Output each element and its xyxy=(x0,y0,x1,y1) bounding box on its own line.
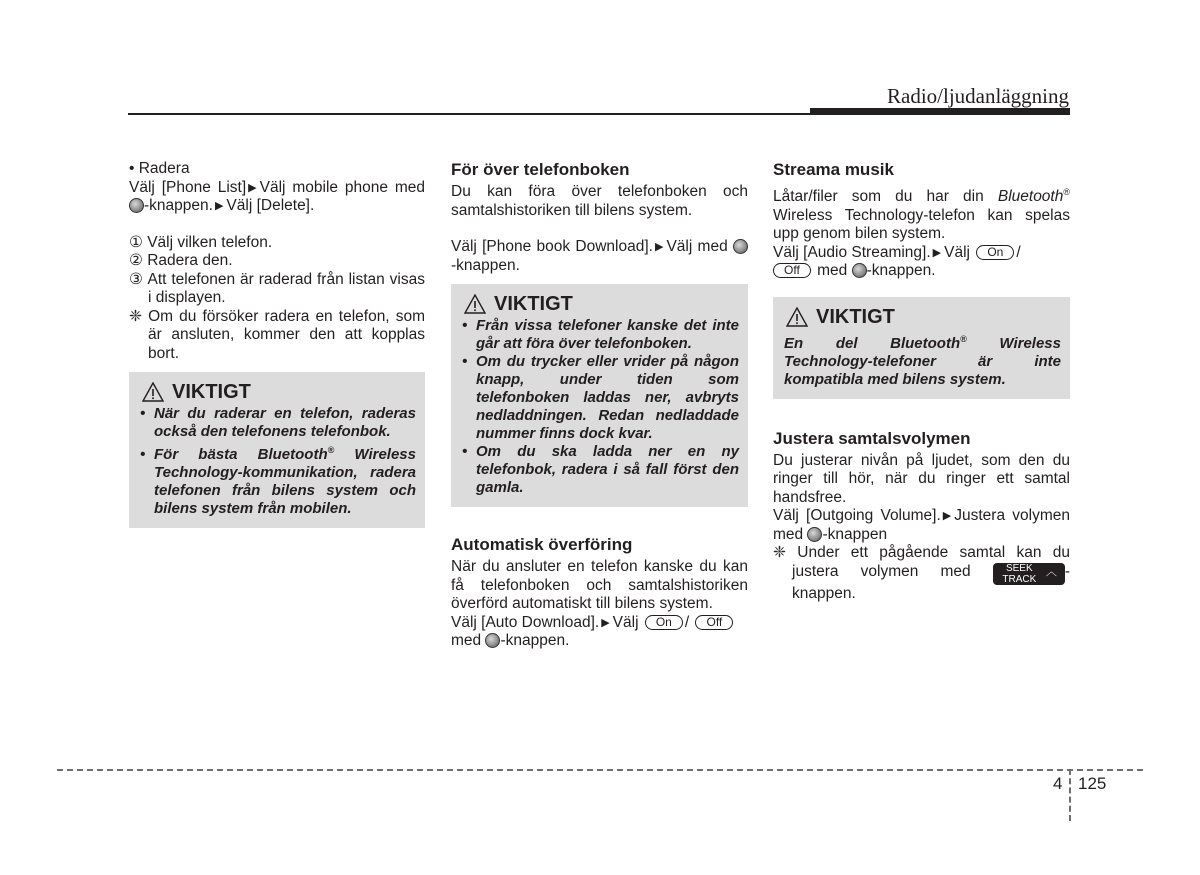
note-seek-track xyxy=(773,544,1070,603)
paragraph-phonebook: Du kan föra över telefonboken och samtalshistoriken till bilens system. xyxy=(451,183,748,219)
step-2: ② Radera den. xyxy=(129,252,233,269)
step-3: ③ Att telefonen är raderad från listan visas i displayen. xyxy=(129,270,425,306)
instruction-text: Välj [Auto Download]. xyxy=(451,613,600,631)
paragraph-text: Låtar/filer som du har din xyxy=(773,188,998,206)
instruction-text: med xyxy=(451,632,482,649)
registered-mark: ® xyxy=(327,445,335,455)
instruction-text: -knappen. xyxy=(451,256,520,274)
arrow-right-icon: ▶ xyxy=(654,241,664,253)
step-1: ① Välj vilken telefon. xyxy=(129,233,273,251)
warning-title xyxy=(140,380,416,404)
warning-item: • För bästa Bluetooth® Wireless Technology-kommunikation, radera telefonen från bilens system och bilens system från mobilen. xyxy=(140,445,416,517)
warning-icon xyxy=(786,307,808,327)
instruction-auto-download xyxy=(451,614,748,651)
arrow-right-icon: ▶ xyxy=(214,200,224,212)
instruction-text: Välj xyxy=(944,243,970,261)
registered-mark: ® xyxy=(1063,187,1070,197)
warning-title-text: VIKTIGT xyxy=(172,381,251,403)
arrow-right-icon: ▶ xyxy=(248,181,257,194)
running-header: Radio/ljudanläggning xyxy=(887,84,1069,108)
paragraph-auto-transfer: När du ansluter en telefon kanske du kan få telefonboken och samtalshistoriken överförd automatiskt till bilens system. xyxy=(451,558,748,612)
chapter-number: 4 xyxy=(1053,774,1063,793)
instruction-text: -knappen. xyxy=(500,632,570,649)
heading-stream-music: Streama musik xyxy=(773,160,894,179)
instruction-text: Välj [Outgoing Volume]. xyxy=(773,507,941,525)
instruction-text: -knappen xyxy=(822,525,888,543)
warning-item-text: En del Bluetooth xyxy=(784,334,961,352)
instruction-text: Välj mobile phone med xyxy=(259,178,426,196)
warning-item-text: För bästa Bluetooth xyxy=(154,446,328,463)
instruction-delete xyxy=(129,179,425,216)
seek-label: SEEK xyxy=(1005,562,1033,574)
off-button-icon: Off xyxy=(695,615,733,630)
footer-divider xyxy=(1069,769,1071,821)
knob-icon xyxy=(129,198,144,213)
warning-icon xyxy=(464,294,486,314)
instruction-outgoing-volume xyxy=(773,507,1070,544)
paragraph-stream-music xyxy=(773,183,1070,244)
column-3 xyxy=(773,160,1070,603)
bluetooth-text: Bluetooth xyxy=(997,188,1064,206)
warning-item-text: Wireless Technology-telefoner är inte kompatibla med bilens system. xyxy=(784,334,1061,388)
paragraph-text: Wireless Technology-telefon kan spelas upp genom bilen system. xyxy=(773,206,1070,243)
instruction-text: Välj [Audio Streaming]. xyxy=(773,243,931,261)
on-button-icon: On xyxy=(976,245,1014,260)
seek-track-button-icon: ﹀ SEEK TRACK ︿ xyxy=(993,563,1065,585)
instruction-text: Justera volymen med xyxy=(773,507,1070,543)
warning-title xyxy=(784,305,1061,329)
page-number: 125 xyxy=(1078,774,1107,793)
heading-auto-transfer: Automatisk överföring xyxy=(451,535,633,554)
instruction-text: Välj [Phone List] xyxy=(129,178,247,196)
warning-item-text: Från vissa telefoner kanske det inte går att föra över telefonboken. xyxy=(476,317,739,352)
on-button-icon: On xyxy=(645,615,683,630)
warning-text xyxy=(784,330,1061,389)
registered-mark: ® xyxy=(960,333,967,344)
warning-item-text: När du raderar en telefon, raderas också den telefonens telefonbok. xyxy=(154,405,416,440)
arrow-right-icon: ▶ xyxy=(932,246,942,259)
warning-item: • Från vissa telefoner kanske det inte går att föra över telefonboken. xyxy=(462,317,739,352)
header-rule xyxy=(128,113,1070,115)
column-1 xyxy=(129,160,425,528)
knob-icon xyxy=(807,527,822,542)
knob-icon xyxy=(852,263,867,278)
instruction-text: med xyxy=(817,262,848,280)
warning-item-text: Om du trycker eller vrider på någon knapp, under tiden som telefonboken laddas ner, avbryts nedladdningen. Redan nedladdade nummer finns dock kvar. xyxy=(476,353,739,442)
warning-item: • Om du trycker eller vrider på någon knapp, under tiden som telefonboken laddas ner, avbryts nedladdningen. Redan nedladdade nummer finns dock kvar. xyxy=(462,353,739,442)
footer-rule xyxy=(57,769,1143,771)
warning-box xyxy=(129,372,425,528)
warning-item: • När du raderar en telefon, raderas också den telefonens telefonbok. xyxy=(140,405,416,440)
warning-title xyxy=(462,292,739,316)
off-button-icon: Off xyxy=(773,263,811,278)
knob-icon xyxy=(485,633,500,648)
note-text: ❈ Under ett pågående samtal kan du justera volymen med xyxy=(773,544,1070,580)
instruction-text: Välj xyxy=(612,613,639,631)
bullet-radera: • Radera xyxy=(129,160,190,177)
track-label: TRACK xyxy=(1002,573,1037,585)
warning-icon xyxy=(142,382,164,402)
separator: / xyxy=(684,613,690,631)
separator: / xyxy=(1016,243,1021,261)
warning-title-text: VIKTIGT xyxy=(494,293,573,315)
heading-call-volume: Justera samtalsvolymen xyxy=(773,428,971,448)
instruction-phonebook-download xyxy=(451,238,748,275)
warning-item: • Om du ska ladda ner en ny telefonbok, radera i så fall först den gamla. xyxy=(462,443,739,496)
instruction-text: Välj [Delete]. xyxy=(226,197,315,214)
note-disconnect: ❈ Om du försöker radera en telefon, som är ansluten, kommer den att kopplas bort. xyxy=(129,307,425,362)
arrow-right-icon: ▶ xyxy=(601,616,610,629)
knob-icon xyxy=(733,239,748,254)
warning-item-text: Om du ska ladda ner en ny telefonbok, radera i så fall först den gamla. xyxy=(476,443,739,496)
arrow-right-icon: ▶ xyxy=(942,510,952,523)
warning-box xyxy=(451,284,748,507)
warning-title-text: VIKTIGT xyxy=(816,305,895,328)
instruction-audio-streaming xyxy=(773,244,1070,281)
paragraph-call-volume: Du justerar nivån på ljudet, som den du ringer till hör, när du ringer ett samtal handsfree. xyxy=(773,451,1070,506)
heading-phonebook-transfer: För över telefonboken xyxy=(451,160,630,179)
warning-box xyxy=(773,297,1070,399)
instruction-text: Välj med xyxy=(666,238,728,255)
instruction-text: Välj [Phone book Download]. xyxy=(451,238,653,255)
instruction-text: -knappen. xyxy=(866,262,936,280)
instruction-text: -knappen. xyxy=(144,197,213,214)
note-text: -knappen. xyxy=(792,562,1070,602)
warning-item-text: Wireless Technology-kommunikation, radera telefonen från bilens system och bilens system från mobilen. xyxy=(154,446,416,517)
column-2 xyxy=(451,160,748,651)
